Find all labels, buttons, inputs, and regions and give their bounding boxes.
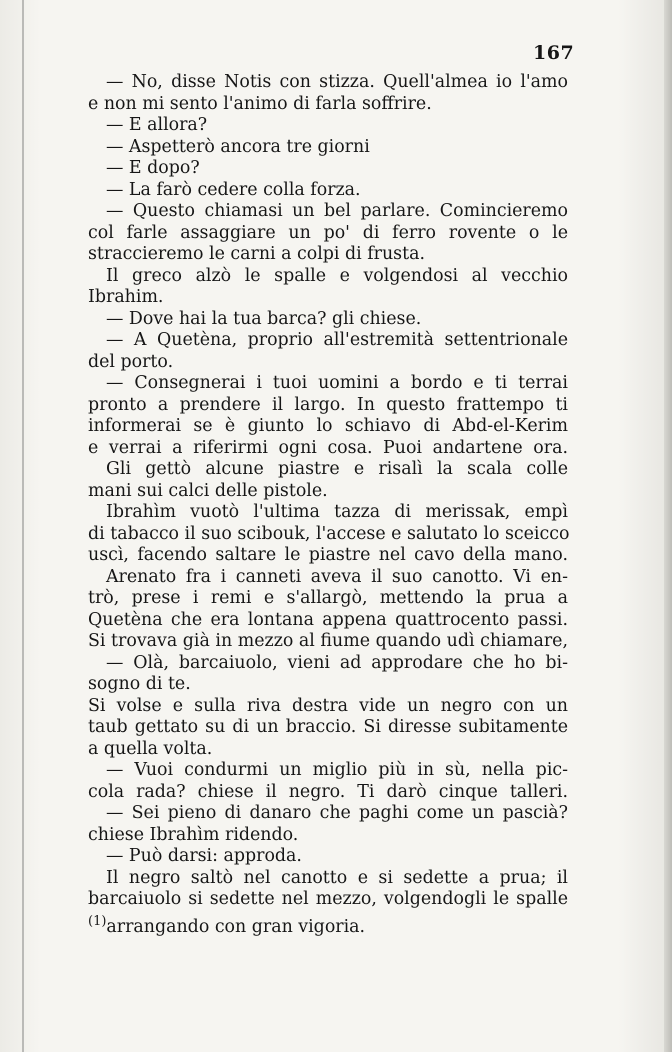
text-line: Il negro saltò nel canotto e si sedette a prua; il [106, 867, 568, 888]
text-line: mani sui calci delle pistole. [88, 480, 328, 501]
text-line: straccieremo le carni a colpi di frusta. [88, 244, 425, 264]
text-line: barcaiuolo si sedette nel mezzo, volgendogli le spalle [88, 889, 568, 909]
text-line: uscì, facendo saltare le piastre nel cavo della mano. [88, 545, 568, 565]
text-line: Quetèna che era lontana appena quattrocento passi. [88, 609, 568, 630]
text-line: Ibrahìm vuotò l'ultima tazza di merissak, empì [106, 502, 568, 522]
text-line: taub gettato su di un braccio. Si diresse subitamente [88, 717, 568, 737]
text-line: Si trovava già in mezzo al fiume quando udì chiamare, [88, 631, 568, 651]
text-line: Ibrahim. [88, 287, 164, 307]
body-text [88, 72, 570, 937]
text-line: Si volse e sulla riva destra vide un negro con un [88, 695, 568, 716]
text-line: Gli gettò alcune piastre e risalì la scala colle [106, 459, 568, 479]
text-line: informerai se è giunto lo schiavo di Abd-el-Kerim [88, 416, 568, 436]
text-line: — Vuoi condurmi un miglio più in sù, nella pic- [106, 760, 568, 780]
text-line: — A Quetèna, proprio all'estremità settentrionale [106, 330, 568, 350]
text-line: — No, disse Notis con stizza. Quell'almea io l'amo [106, 72, 568, 92]
text-line [88, 911, 568, 937]
text-line: — Sei pieno di danaro che paghi come un pascià? [106, 803, 568, 823]
text-line: di tabacco il suo scibouk, l'accese e salutato lo sceicco [88, 523, 570, 544]
text-line: e verrai a riferirmi ogni cosa. Puoi andartene ora. [88, 437, 568, 458]
text-line: trò, prese i remi e s'allargò, mettendo la prua a [88, 588, 568, 608]
text-line: col farle assaggiare un po' di ferro rovente o le [88, 222, 568, 243]
text-line-content: arrangando con gran vigoria. [106, 916, 366, 937]
text-line: sogno di te. [88, 674, 191, 694]
page-number: 167 [533, 42, 575, 64]
text-line: — Aspetterò ancora tre giorni [106, 136, 370, 157]
page-binding-edge [22, 0, 24, 1052]
text-line: e non mi sento l'animo di farla soffrire. [88, 93, 432, 114]
text-line: — Consegnerai i tuoi uomini a bordo e ti terrai [106, 373, 568, 393]
text-line: — Dove hai la tua barca? gli chiese. [106, 308, 422, 329]
text-line: Il greco alzò le spalle e volgendosi al vecchio [106, 265, 568, 286]
text-line: Arenato fra i canneti aveva il suo canotto. Vi en- [106, 566, 568, 587]
text-line: pronto a prendere il largo. In questo frattempo ti [88, 394, 568, 415]
footnote-mark: (1) [88, 913, 107, 929]
text-line: chiese Ibrahìm ridendo. [88, 824, 299, 845]
text-line: a quella volta. [88, 738, 213, 759]
text-line: — E allora? [106, 115, 208, 135]
text-line: — Questo chiamasi un bel parlare. Comincieremo [106, 201, 568, 221]
text-line: — Olà, barcaiuolo, vieni ad approdare che ho bi- [106, 652, 568, 673]
text-line: — E dopo? [106, 158, 200, 178]
text-line: — La farò cedere colla forza. [106, 179, 361, 200]
text-line: cola rada? chiese il negro. Ti darò cinque talleri. [88, 781, 568, 802]
text-line: del porto. [88, 351, 174, 372]
page-right-edge [664, 0, 672, 1052]
text-line: — Può darsi: approda. [106, 846, 302, 866]
